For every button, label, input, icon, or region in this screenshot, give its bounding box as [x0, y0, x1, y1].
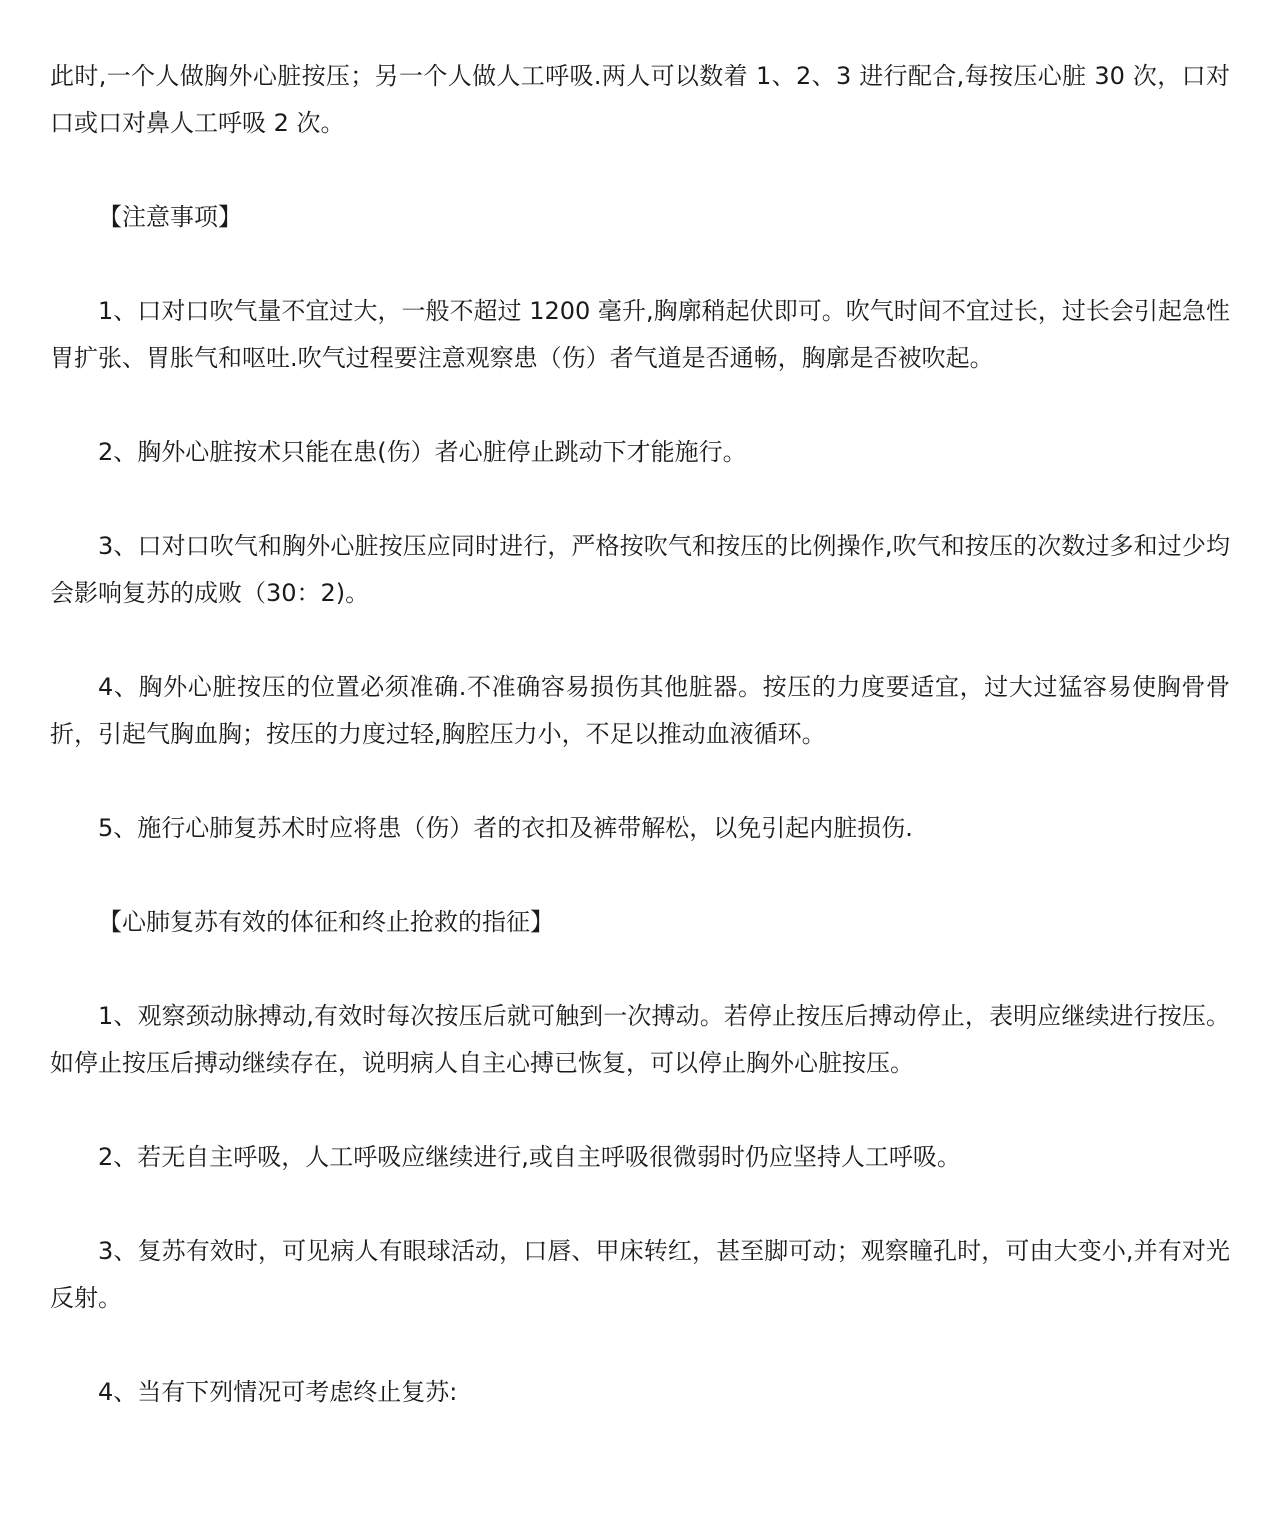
sign-item-2: 2、若无自主呼吸，人工呼吸应继续进行,或自主呼吸很微弱时仍应坚持人工呼吸。: [98, 1143, 961, 1171]
sign-item-3: 3、复苏有效时，可见病人有眼球活动，口唇、甲床转红，甚至脚可动；观察瞳孔时，可由大变小,并有对光反射。: [50, 1237, 1230, 1312]
intro-paragraph: 此时,一个人做胸外心脏按压；另一个人做人工呼吸.两人可以数着 1、2、3 进行配合,每按压心脏 30 次，口对口或口对鼻人工呼吸 2 次。: [50, 62, 1230, 137]
signs-heading: 【心肺复苏有效的体征和终止抢救的指征】: [98, 908, 554, 936]
precaution-item-1: 1、口对口吹气量不宜过大，一般不超过 1200 毫升,胸廓稍起伏即可。吹气时间不宜过长，过长会引起急性胃扩张、胃胀气和呕吐.吹气过程要注意观察患（伤）者气道是否通畅，胸廓是否被吹起。: [50, 297, 1230, 372]
precaution-item-3: 3、口对口吹气和胸外心脏按压应同时进行，严格按吹气和按压的比例操作,吹气和按压的次数过多和过少均会影响复苏的成败（30：2)。: [50, 532, 1230, 607]
precautions-heading: 【注意事项】: [98, 203, 242, 231]
sign-item-4: 4、当有下列情况可考虑终止复苏:: [98, 1378, 458, 1406]
sign-item-1: 1、观察颈动脉搏动,有效时每次按压后就可触到一次搏动。若停止按压后搏动停止，表明应继续进行按压。如停止按压后搏动继续存在，说明病人自主心搏已恢复，可以停止胸外心脏按压。: [50, 1002, 1230, 1077]
precaution-item-4: 4、胸外心脏按压的位置必须准确.不准确容易损伤其他脏器。按压的力度要适宜，过大过猛容易使胸骨骨折，引起气胸血胸；按压的力度过轻,胸腔压力小，不足以推动血液循环。: [50, 673, 1230, 748]
document-body: [50, 53, 1230, 1463]
precaution-item-2: 2、胸外心脏按术只能在患(伤）者心脏停止跳动下才能施行。: [98, 438, 747, 466]
precaution-item-5: 5、施行心肺复苏术时应将患（伤）者的衣扣及裤带解松，以免引起内脏损伤.: [98, 814, 913, 842]
